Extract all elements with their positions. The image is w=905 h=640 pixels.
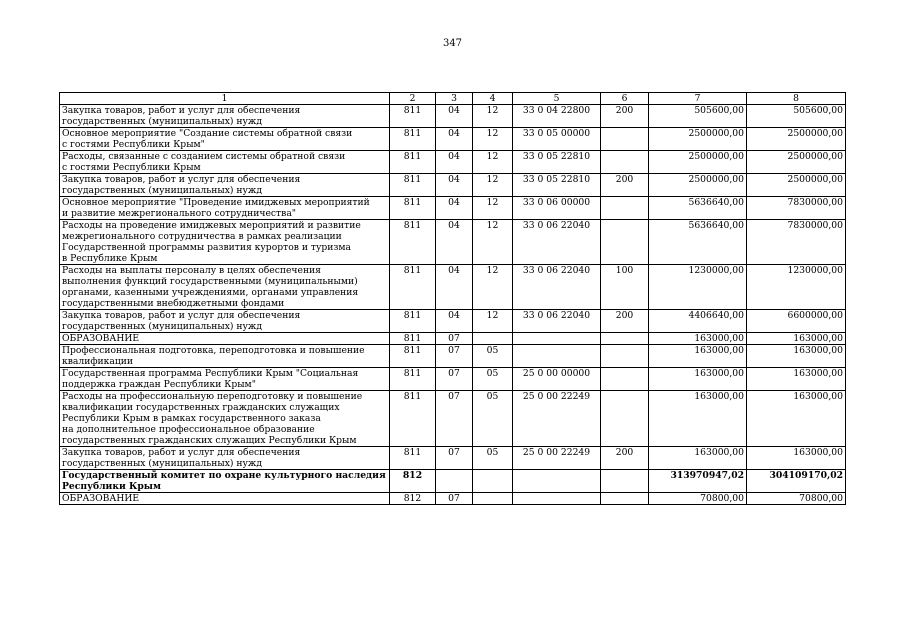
section-code-cell <box>436 470 473 493</box>
amount-year1-cell: 163000,00 <box>649 447 747 470</box>
admin-code-cell: 811 <box>390 391 436 447</box>
section-code-cell: 07 <box>436 391 473 447</box>
expense-type-cell: 200 <box>601 447 649 470</box>
row-name-line: Республики Крым в рамках государственного заказа <box>62 413 321 424</box>
admin-code-cell: 811 <box>390 447 436 470</box>
table-row <box>60 333 846 345</box>
header-cell: 5 <box>513 93 601 105</box>
amount-year2-cell: 2500000,00 <box>747 174 846 197</box>
target-article-cell: 33 0 06 22040 <box>513 310 601 333</box>
row-name-line: Закупка товаров, работ и услуг для обеспечения <box>62 105 301 116</box>
header-cell: 1 <box>60 93 390 105</box>
row-name-line: межрегионального сотрудничества в рамках реализации <box>62 231 342 242</box>
row-name-line: Государственный комитет по охране культурного наследия <box>62 470 386 481</box>
subsection-code-cell: 12 <box>473 174 513 197</box>
section-code-cell: 07 <box>436 333 473 345</box>
row-name-line: квалификации государственных гражданских служащих <box>62 402 340 413</box>
row-name-line: Основное мероприятие "Создание системы обратной связи <box>62 128 353 139</box>
row-name-line: Закупка товаров, работ и услуг для обеспечения <box>62 447 301 458</box>
row-name-cell <box>60 391 390 447</box>
row-name-cell <box>60 197 390 220</box>
table-row <box>60 470 846 493</box>
amount-year1-cell: 313970947,02 <box>649 470 747 493</box>
amount-year2-cell: 163000,00 <box>747 333 846 345</box>
admin-code-cell: 811 <box>390 220 436 265</box>
row-name-line: поддержка граждан Республики Крым" <box>62 379 256 390</box>
amount-year1-cell: 163000,00 <box>649 345 747 368</box>
amount-year2-cell: 1230000,00 <box>747 265 846 310</box>
amount-year1-cell: 163000,00 <box>649 391 747 447</box>
row-name-cell <box>60 345 390 368</box>
admin-code-cell: 811 <box>390 105 436 128</box>
row-name-cell <box>60 174 390 197</box>
subsection-code-cell <box>473 470 513 493</box>
row-name-line: Закупка товаров, работ и услуг для обеспечения <box>62 174 301 185</box>
expense-type-cell: 200 <box>601 174 649 197</box>
row-name-line: государственных (муниципальных) нужд <box>62 321 263 332</box>
target-article-cell: 25 0 00 22249 <box>513 447 601 470</box>
row-name-line: квалификации <box>62 356 134 367</box>
row-name-line: государственных (муниципальных) нужд <box>62 116 263 127</box>
row-name-line: государственных (муниципальных) нужд <box>62 185 263 196</box>
row-name-line: государственных (муниципальных) нужд <box>62 458 263 469</box>
admin-code-cell: 811 <box>390 151 436 174</box>
expense-type-cell <box>601 493 649 505</box>
row-name-line: ОБРАЗОВАНИЕ <box>62 333 140 344</box>
row-name-line: и развитие межрегионального сотрудничества" <box>62 208 297 219</box>
target-article-cell: 33 0 06 22040 <box>513 265 601 310</box>
target-article-cell <box>513 333 601 345</box>
row-name-cell <box>60 447 390 470</box>
row-name-cell <box>60 151 390 174</box>
row-name-line: Государственная программа Республики Крым "Социальная <box>62 368 359 379</box>
table-row <box>60 128 846 151</box>
target-article-cell: 33 0 05 22810 <box>513 174 601 197</box>
row-name-line: Расходы на профессиональную переподготовку и повышение <box>62 391 363 402</box>
row-name-line: Расходы на проведение имиджевых мероприятий и развитие <box>62 220 361 231</box>
target-article-cell <box>513 345 601 368</box>
subsection-code-cell: 05 <box>473 391 513 447</box>
section-code-cell: 07 <box>436 493 473 505</box>
row-name-line: Закупка товаров, работ и услуг для обеспечения <box>62 310 301 321</box>
subsection-code-cell <box>473 493 513 505</box>
section-code-cell: 04 <box>436 197 473 220</box>
amount-year1-cell: 163000,00 <box>649 368 747 391</box>
amount-year1-cell: 5636640,00 <box>649 197 747 220</box>
table-row <box>60 174 846 197</box>
row-name-line: Государственной программы развития курортов и туризма <box>62 242 351 253</box>
target-article-cell <box>513 493 601 505</box>
expense-type-cell <box>601 368 649 391</box>
table-row <box>60 493 846 505</box>
target-article-cell: 25 0 00 22249 <box>513 391 601 447</box>
expense-type-cell <box>601 391 649 447</box>
row-name-line: с гостями Республики Крым" <box>62 139 205 150</box>
amount-year1-cell: 70800,00 <box>649 493 747 505</box>
row-name-cell <box>60 220 390 265</box>
admin-code-cell: 811 <box>390 368 436 391</box>
table-row <box>60 391 846 447</box>
admin-code-cell: 811 <box>390 345 436 368</box>
expense-type-cell <box>601 470 649 493</box>
admin-code-cell: 811 <box>390 128 436 151</box>
subsection-code-cell: 12 <box>473 220 513 265</box>
subsection-code-cell: 12 <box>473 151 513 174</box>
section-code-cell: 04 <box>436 310 473 333</box>
table-row <box>60 345 846 368</box>
table-row <box>60 310 846 333</box>
header-cell: 4 <box>473 93 513 105</box>
page-number: 347 <box>442 38 463 49</box>
table-row <box>60 151 846 174</box>
row-name-line: Профессиональная подготовка, переподготовка и повышение <box>62 345 365 356</box>
amount-year2-cell: 304109170,02 <box>747 470 846 493</box>
row-name-cell <box>60 493 390 505</box>
row-name-line: Основное мероприятие "Проведение имиджевых мероприятий <box>62 197 370 208</box>
expense-type-cell: 200 <box>601 105 649 128</box>
header-cell: 2 <box>390 93 436 105</box>
subsection-code-cell: 12 <box>473 310 513 333</box>
expense-type-cell <box>601 220 649 265</box>
admin-code-cell: 811 <box>390 265 436 310</box>
section-code-cell: 04 <box>436 220 473 265</box>
row-name-line: Расходы на выплаты персоналу в целях обеспечения <box>62 265 321 276</box>
row-name-cell <box>60 470 390 493</box>
row-name-line: на дополнительное профессиональное образование <box>62 424 315 435</box>
row-name-line: государственных гражданских служащих Республики Крым <box>62 435 357 446</box>
amount-year1-cell: 2500000,00 <box>649 174 747 197</box>
target-article-cell: 33 0 04 22800 <box>513 105 601 128</box>
row-name-line: органами, казенными учреждениями, органами управления <box>62 287 359 298</box>
row-name-line: Республики Крым <box>62 481 161 492</box>
table-row <box>60 220 846 265</box>
budget-table <box>59 92 846 505</box>
target-article-cell: 33 0 05 22810 <box>513 151 601 174</box>
subsection-code-cell: 12 <box>473 265 513 310</box>
subsection-code-cell: 12 <box>473 128 513 151</box>
admin-code-cell: 812 <box>390 493 436 505</box>
amount-year2-cell: 163000,00 <box>747 391 846 447</box>
budget-table-body <box>60 93 846 505</box>
table-header-row <box>60 93 846 105</box>
header-cell: 6 <box>601 93 649 105</box>
amount-year1-cell: 5636640,00 <box>649 220 747 265</box>
section-code-cell: 04 <box>436 151 473 174</box>
target-article-cell <box>513 470 601 493</box>
target-article-cell: 33 0 06 22040 <box>513 220 601 265</box>
subsection-code-cell: 05 <box>473 345 513 368</box>
subsection-code-cell: 12 <box>473 197 513 220</box>
amount-year2-cell: 70800,00 <box>747 493 846 505</box>
row-name-cell <box>60 368 390 391</box>
table-row <box>60 265 846 310</box>
expense-type-cell: 100 <box>601 265 649 310</box>
amount-year2-cell: 7830000,00 <box>747 220 846 265</box>
row-name-cell <box>60 310 390 333</box>
amount-year1-cell: 2500000,00 <box>649 128 747 151</box>
section-code-cell: 04 <box>436 105 473 128</box>
row-name-cell <box>60 128 390 151</box>
amount-year1-cell: 163000,00 <box>649 333 747 345</box>
section-code-cell: 04 <box>436 265 473 310</box>
expense-type-cell <box>601 333 649 345</box>
table-row <box>60 447 846 470</box>
target-article-cell: 33 0 06 00000 <box>513 197 601 220</box>
amount-year2-cell: 2500000,00 <box>747 128 846 151</box>
target-article-cell: 25 0 00 00000 <box>513 368 601 391</box>
admin-code-cell: 812 <box>390 470 436 493</box>
section-code-cell: 07 <box>436 345 473 368</box>
section-code-cell: 04 <box>436 174 473 197</box>
table-row <box>60 105 846 128</box>
admin-code-cell: 811 <box>390 174 436 197</box>
amount-year2-cell: 7830000,00 <box>747 197 846 220</box>
expense-type-cell <box>601 151 649 174</box>
expense-type-cell <box>601 197 649 220</box>
expense-type-cell <box>601 128 649 151</box>
amount-year2-cell: 2500000,00 <box>747 151 846 174</box>
section-code-cell: 07 <box>436 447 473 470</box>
row-name-cell <box>60 265 390 310</box>
subsection-code-cell: 12 <box>473 105 513 128</box>
admin-code-cell: 811 <box>390 333 436 345</box>
row-name-cell <box>60 333 390 345</box>
header-cell: 8 <box>747 93 846 105</box>
table-row <box>60 197 846 220</box>
subsection-code-cell <box>473 333 513 345</box>
row-name-line: государственными внебюджетными фондами <box>62 298 285 309</box>
row-name-line: выполнения функций государственными (муниципальными) <box>62 276 358 287</box>
amount-year2-cell: 163000,00 <box>747 368 846 391</box>
amount-year2-cell: 163000,00 <box>747 447 846 470</box>
header-cell: 7 <box>649 93 747 105</box>
subsection-code-cell: 05 <box>473 447 513 470</box>
amount-year2-cell: 6600000,00 <box>747 310 846 333</box>
row-name-line: в Республике Крым <box>62 253 158 264</box>
row-name-cell <box>60 105 390 128</box>
amount-year2-cell: 163000,00 <box>747 345 846 368</box>
amount-year1-cell: 1230000,00 <box>649 265 747 310</box>
table-row <box>60 368 846 391</box>
row-name-line: Расходы, связанные с созданием системы обратной связи <box>62 151 346 162</box>
target-article-cell: 33 0 05 00000 <box>513 128 601 151</box>
amount-year1-cell: 505600,00 <box>649 105 747 128</box>
header-cell: 3 <box>436 93 473 105</box>
amount-year1-cell: 4406640,00 <box>649 310 747 333</box>
section-code-cell: 04 <box>436 128 473 151</box>
amount-year1-cell: 2500000,00 <box>649 151 747 174</box>
expense-type-cell: 200 <box>601 310 649 333</box>
subsection-code-cell: 05 <box>473 368 513 391</box>
admin-code-cell: 811 <box>390 310 436 333</box>
section-code-cell: 07 <box>436 368 473 391</box>
row-name-line: с гостями Республики Крым <box>62 162 201 173</box>
expense-type-cell <box>601 345 649 368</box>
row-name-line: ОБРАЗОВАНИЕ <box>62 493 140 504</box>
admin-code-cell: 811 <box>390 197 436 220</box>
amount-year2-cell: 505600,00 <box>747 105 846 128</box>
